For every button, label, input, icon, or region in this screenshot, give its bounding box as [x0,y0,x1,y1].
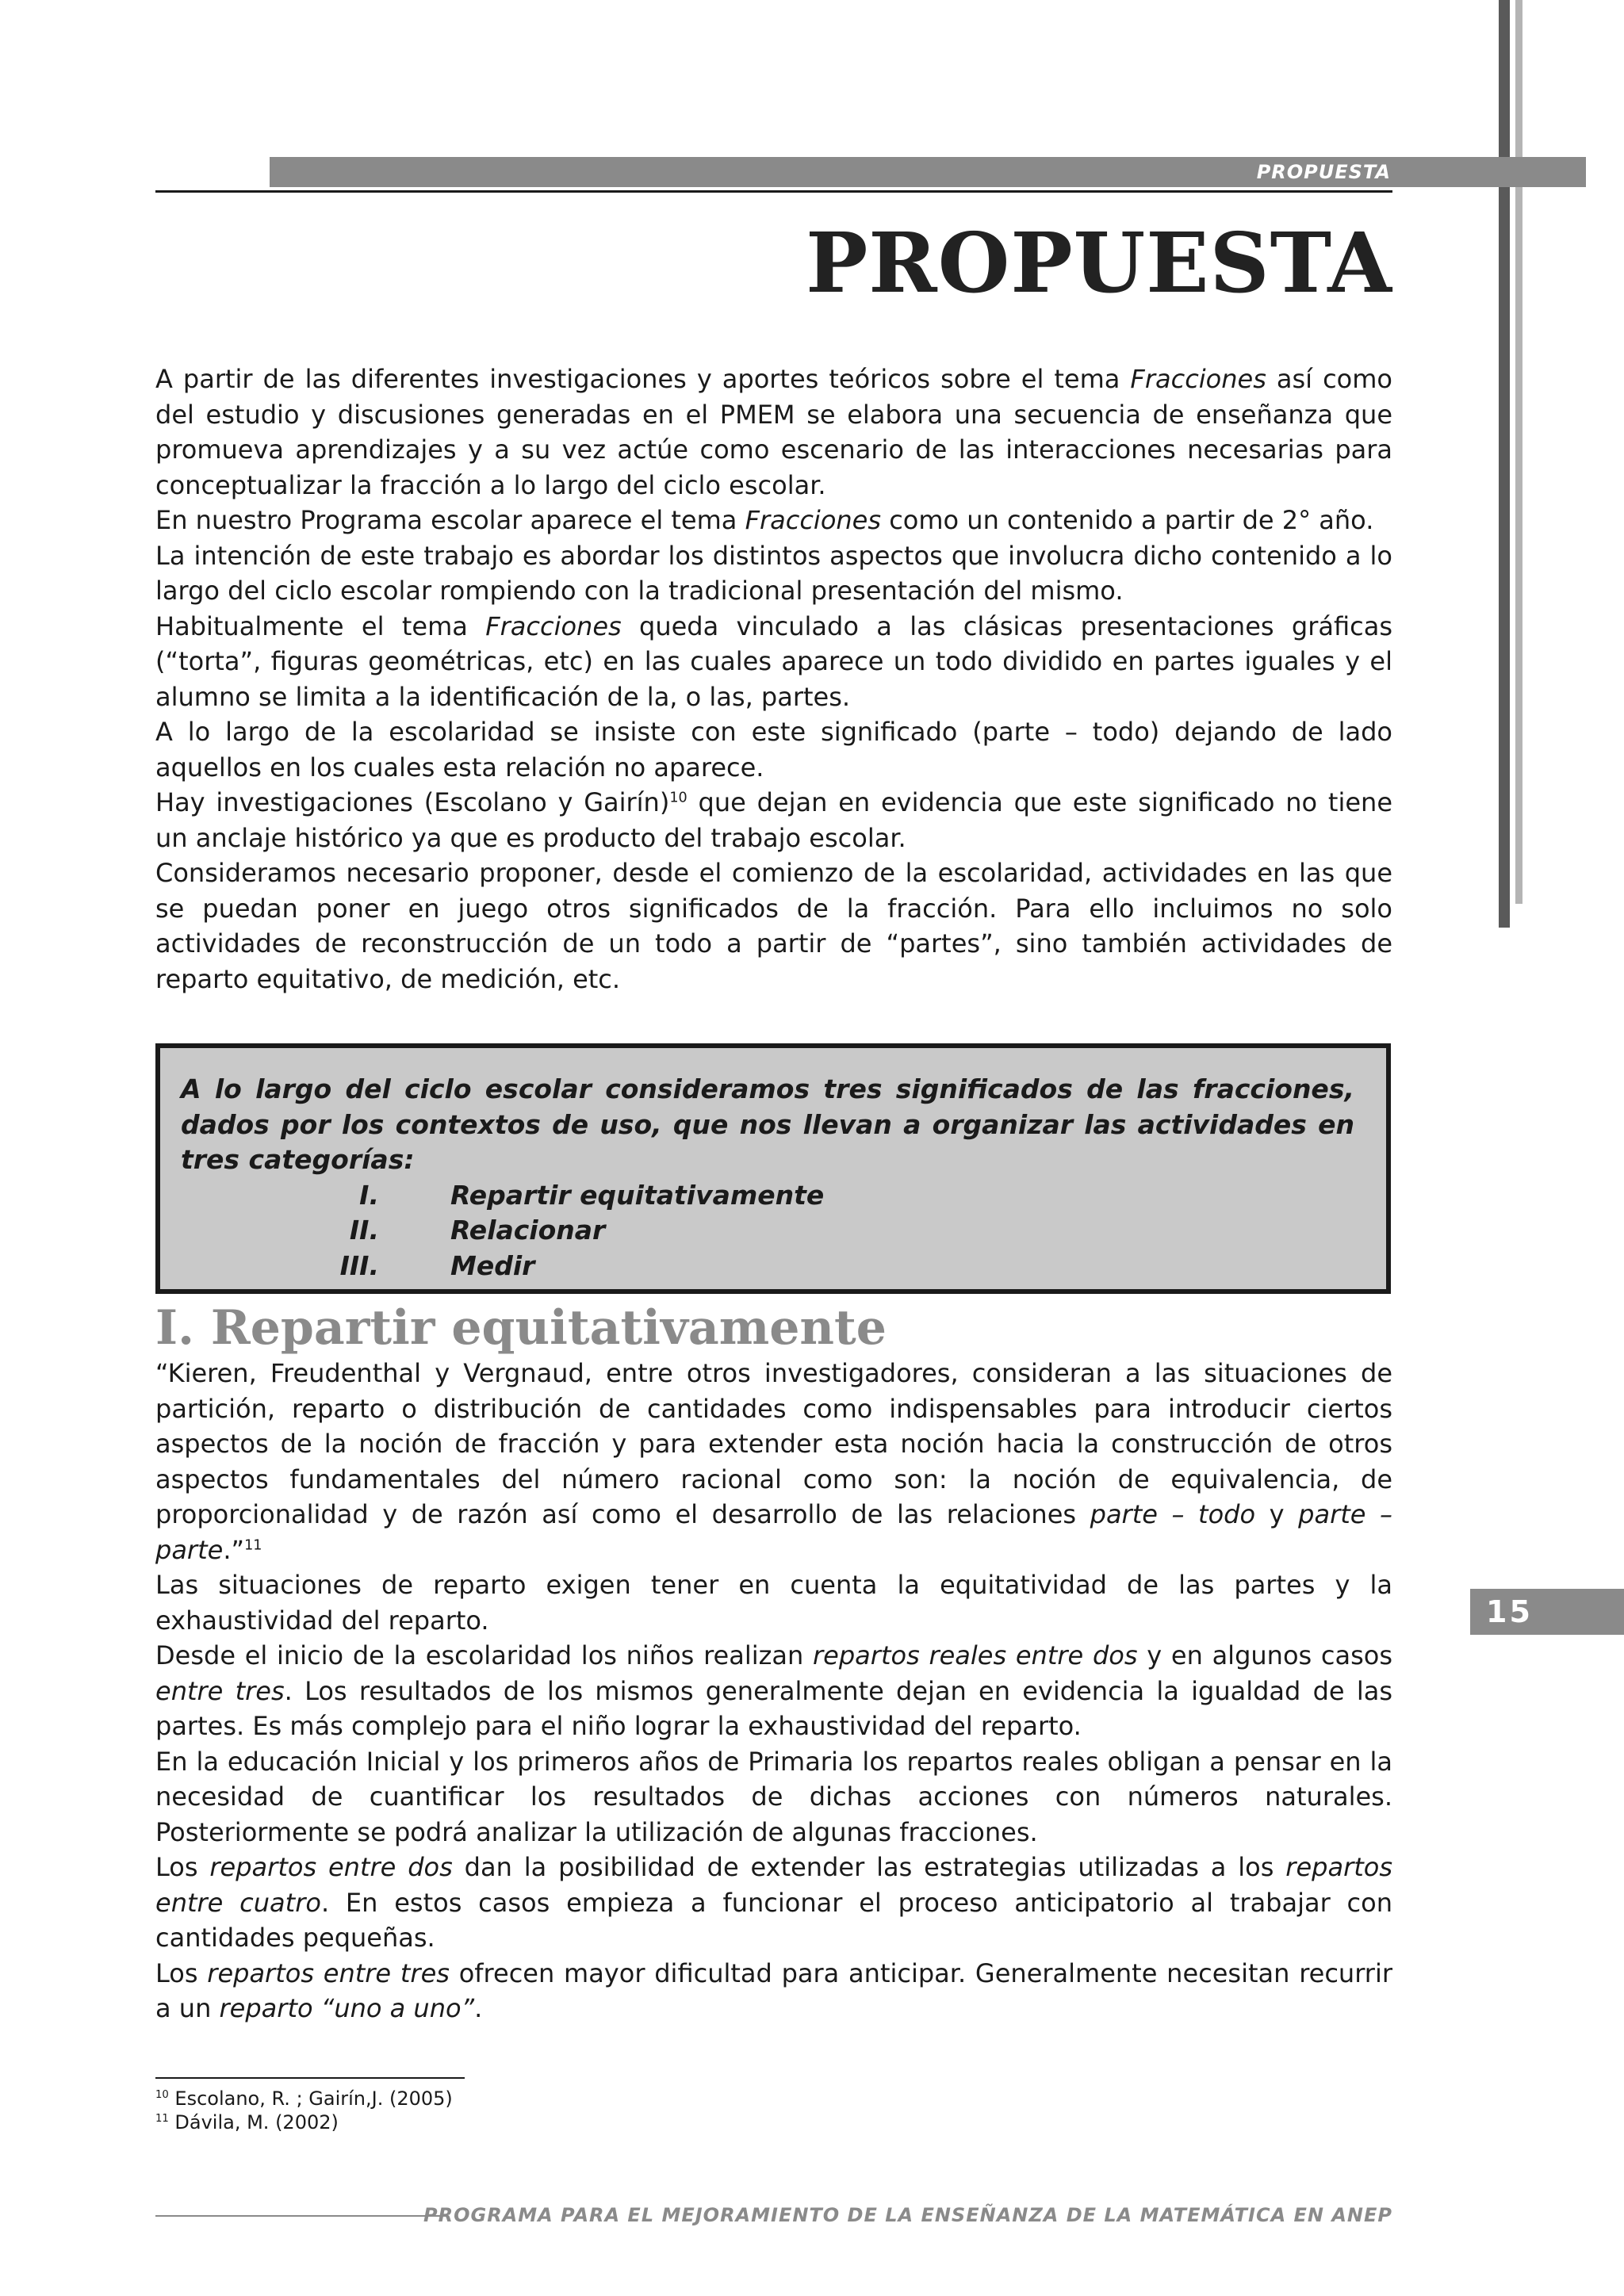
page-number: 15 [1486,1594,1533,1629]
footnote-ref: 11 [244,1536,262,1553]
category-item [181,1249,1354,1284]
paragraph: A lo largo de la escolaridad se insiste con este significado (parte – todo) dejando de lado aquellos en los cuales esta relación no aparece. [155,717,1392,783]
callout-box [155,1043,1391,1294]
callout-lead: A lo largo del ciclo escolar consideramos tres significados de las fracciones, dados por los contextos de uso, que nos llevan a organizar las actividades en tres categorías: [181,1073,1354,1175]
category-label: Medir [450,1249,535,1281]
paragraph: En nuestro Programa escolar aparece el tema Fracciones como un contenido a partir de 2° año. [155,505,1374,535]
footnote-rule [155,2077,465,2079]
category-number: I. [359,1179,379,1211]
category-item [181,1213,1354,1249]
paragraph: “Kieren, Freudenthal y Vergnaud, entre otros investigadores, consideran a las situaciones de partición, reparto o distribución de cantidades como indispensables para introducir ciertos aspectos de la noción de fracción y para extender esta noción hacia la construcción de otros aspectos fundamentales del número racional como son: la noción de equivalencia, de proporcionalidad y de razón así como el desarrollo de las relaciones parte – todo y parte – parte.”$^{11}$ [155,1358,1393,1565]
paragraph: La intención de este trabajo es abordar los distintos aspectos que involucra dicho contenido a lo largo del ciclo escolar rompiendo con la tradicional presentación del mismo. [155,540,1392,606]
footnote-ref: 10 [669,790,688,806]
paragraph: Los repartos entre tres ofrecen mayor dificultad para anticipar. Generalmente necesitan recurrir a un reparto “uno a uno”. [155,1957,1393,2023]
paragraph: Hay investigaciones (Escolano y Gairín)$^{10}$ que dejan en evidencia que este significado no tiene un anclaje histórico ya que es producto del trabajo escolar. [155,787,1393,853]
paragraph: Habitualmente el tema Fracciones queda vinculado a las clásicas presentaciones gráficas (“torta”, figuras geométricas, etc) en las cuales aparece un todo dividido en partes iguales y el alumno se limita a la identificación de la, o las, partes. [155,610,1393,712]
paragraph: Desde el inicio de la escolaridad los niños realizan repartos reales entre dos y en algunos casos entre tres. Los resultados de los mismos generalmente dejan en evidencia la igualdad de las partes. Es más complejo para el niño lograr la exhaustividad del reparto. [155,1640,1393,1741]
running-footer: PROGRAMA PARA EL MEJORAMIENTO DE LA ENSEÑANZA DE LA MATEMÁTICA EN ANEP [423,2204,1392,2226]
paragraph: En la educación Inicial y los primeros años de Primaria los repartos reales obligan a pensar en la necesidad de cuantificar los resultados de dichas acciones con números naturales. Posteriormente se podrá analizar la utilización de algunas fracciones. [155,1746,1392,1847]
category-number: III. [339,1249,379,1281]
page-title: PROPUESTA [806,214,1392,312]
category-number: II. [349,1215,379,1246]
decorative-vertical-bar-light [1515,0,1522,904]
category-label: Repartir equitativamente [450,1179,825,1211]
footnotes [155,2087,453,2134]
section-heading: I. Repartir equitativamente [155,1300,887,1356]
paragraph: Las situaciones de reparto exigen tener en cuenta la equitatividad de las partes y la exhaustividad del reparto. [155,1570,1392,1636]
footnote: $^{11}$ Dávila, M. (2002) [155,2111,339,2133]
section-text [155,1356,1392,2026]
paragraph: Consideramos necesario proponer, desde el comienzo de la escolaridad, actividades en las que se puedan poner en juego otros significados de la fracción. Para ello incluimos no solo actividades de reconstrucción de un todo a partir de “partes”, sino también actividades de reparto equitativo, de medición, etc. [155,858,1392,994]
footnote: $^{10}$ Escolano, R. ; Gairín,J. (2005) [155,2087,453,2110]
footer-rule [155,2215,446,2217]
header-rule [155,190,1392,193]
category-label: Relacionar [450,1215,606,1246]
running-header: PROPUESTA [1256,161,1391,183]
decorative-vertical-bar-dark [1499,0,1510,928]
category-item [181,1178,1354,1214]
intro-text [155,362,1392,997]
paragraph: Los repartos entre dos dan la posibilidad de extender las estrategias utilizadas a los repartos entre cuatro. En estos casos empieza a funcionar el proceso anticipatorio al trabajar con cantidades pequeñas. [155,1852,1393,1953]
paragraph: A partir de las diferentes investigaciones y aportes teóricos sobre el tema Fracciones así como del estudio y discusiones generadas en el PMEM se elabora una secuencia de enseñanza que promueva aprendizajes y a su vez actúe como escenario de las interacciones necesarias para conceptualizar la fracción a lo largo del ciclo escolar. [155,364,1393,500]
